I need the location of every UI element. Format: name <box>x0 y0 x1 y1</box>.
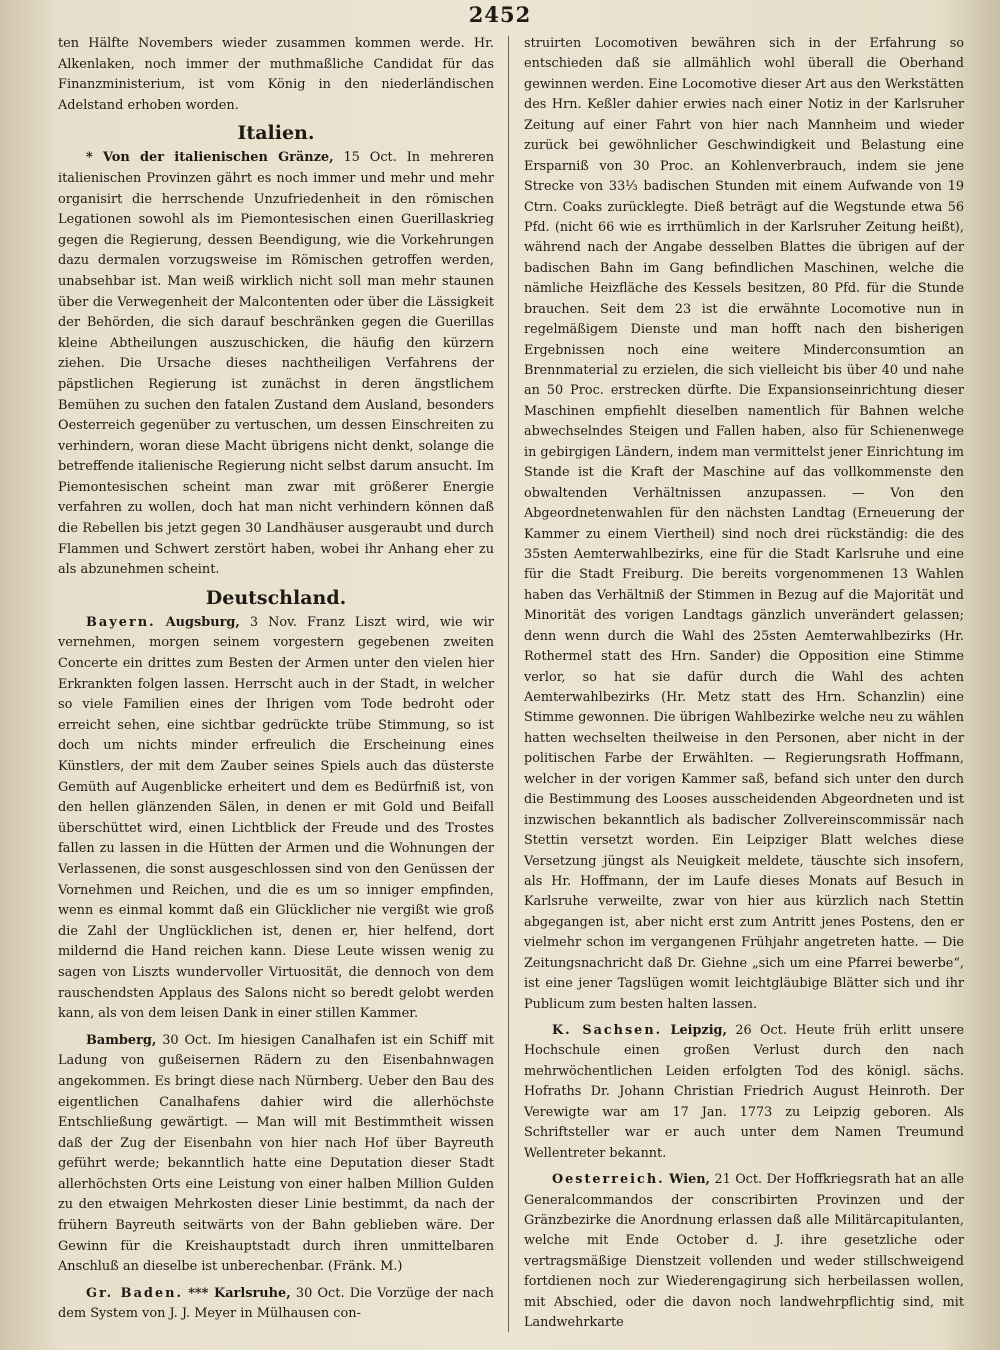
article-bamberg <box>58 1031 494 1278</box>
article-body: Im hiesigen Canalhafen ist ein Schiff mit Ladung von gußeisernen Rädern zu den Eisenbahnwagen angekommen. Es bringt diese nach Nürnberg. Ueber den Bau des eigentlichen Canalhafens dahier wird die allerhöchste Entschließung gewärtigt. — Man will mit Bestimmtheit wissen daß der Zug der Eisenbahn von hier nach Hof über Bayreuth geführt werde; bekanntlich hatte eine Deputation dieser Stadt allerhöchsten Orts eine Leistung von einer halben Million Gulden zu den etwaigen Mehrkosten dieser Linie bestimmt, da nach der frühern Bayreuth seitwärts von der Bahn geblieben wäre. Der Gewinn für die Kreishauptstadt durch ihren unmittelbaren Anschluß an dieselbe ist unberechenbar. (Fränk. M.) <box>58 1032 494 1275</box>
dateline-date: 30 Oct. <box>162 1032 212 1048</box>
article-continuation: ten Hälfte Novembers wieder zusammen kommen werde. Hr. Alkenlaken, noch immer der muthmaßliche Candidat für das Finanzministerium, ist vom König in den niederländischen Adelstand erhoben worden. <box>58 36 494 113</box>
article-italien <box>58 148 494 580</box>
article-karlsruhe-continuation: struirten Locomotiven bewähren sich in der Erfahrung so entschieden daß sie allmählich wohl überall die Oberhand gewinnen werden. Eine Locomotive dieser Art aus den Werkstätten des Hrn. Keßler dahier erwies nach einer Notiz in der Karlsruher Zeitung auf einer Fahrt von hier nach Mannheim und wieder zurück bei gewöhnlicher Geschwindigkeit und Belastung eine Ersparniß von 30 Proc. an Kohlenverbrauch, indem sie jene Strecke von 33⅓ badischen Stunden mit einem Aufwande von 19 Ctrn. Coaks zurücklegte. Dieß beträgt auf die Wegstunde etwa 56 Pfd. (nicht 66 wie es irrthümlich in der Karlsruher Zeitung heißt), während nach der Angabe desselben Blattes die übrigen auf der badischen Bahn im Gang befindlichen Maschinen, welche die nämliche Heizfläche des Kessels besitzen, 80 Pfd. für die Stunde brauchen. Seit dem 23 ist die erwähnte Locomotive nun in regelmäßigem Dienste und man hofft nach den bisherigen Ergebnissen noch eine weitere Minderconsumtion an Brennmaterial zu erzielen, die sich vielleicht bis über 40 und nahe an 50 Proc. erstrecken dürfte. Die Expansionseinrichtung dieser Maschinen empfiehlt dieselben namentlich für Bahnen welche abwechselndes Steigen und Fallen haben, also für Schienenwege in gebirgigen Ländern, indem man vermittelst jener Einrichtung im Stande ist die Kraft der Maschine auf das vollkommenste den obwaltenden Verhältnissen anzupassen. — Von den Abgeordnetenwahlen für den nächsten Landtag (Erneuerung der Kammer zu einem Viertheil) sind noch drei rückständig: die des 35sten Aemterwahlbezirks, eine für die Stadt Karlsruhe und eine für die Stadt Freiburg. Die bereits vorgenommenen 13 Wahlen haben das Verhältniß der Stimmen in Bezug auf die Majorität und Minorität des vorigen Landtags gänzlich unverändert gelassen; denn wenn durch die Wahl des 25sten Aemterwahlbezirks (Hr. Rothermel statt des Hrn. Sander) die Opposition eine Stimme verlor, so hat sie dafür durch die Wahl des achten Aemterwahlbezirks (Hr. Metz statt des Hrn. Schanzlin) eine Stimme gewonnen. Die übrigen Wahlbezirke welche neu zu wählen hatten wechselten theilweise in den Personen, aber nicht in der politischen Farbe der Erwählten. — Regierungsrath Hoffmann, welcher in der vorigen Kammer saß, befand sich unter den durch die Bestimmung des Looses ausscheidenden Abgeordneten und ist inzwischen bekanntlich als badischer Zollvereinscommissär nach Stettin versetzt worden. Ein Leipziger Blatt welches diese Versetzung jüngst als Neuigkeit meldete, täuschte sich insofern, als Hr. Hoffmann, der im Laufe dieses Monats auf Besuch in Karlsruhe verweilte, zwar von hier aus kürzlich nach Stettin abgegangen ist, aber nicht erst zum Antritt jenes Postens, den er vielmehr schon im vergangenen Frühjahr angetreten hatte. — Die Zeitungsnachricht daß Dr. Giehne „sich um eine Pfarrei bewerbe“, ist eine jener Tagslügen womit leichtgläubige Blätter sich und ihr Publicum zum besten halten lassen. <box>524 36 964 1012</box>
page-number: 2452 <box>468 2 532 27</box>
dateline-place: Wien, <box>669 1172 710 1188</box>
article-leipzig <box>524 1021 964 1164</box>
article-karlsruhe <box>58 1284 494 1325</box>
state-label: Bayern. <box>86 614 156 630</box>
dateline-date: 30 Oct. <box>295 1285 345 1301</box>
dateline-place: Augsburg, <box>165 614 240 630</box>
article-body: Der Hoffkriegsrath hat an alle Generalcommandos der conscribirten Provinzen und der Gränzbezirke die Anordnung erlassen daß alle Militärcapitulanten, welche mit Ende October d. J. ihre gesetzliche oder vertragsmäßige Dienstzeit vollenden und weder stillschweigend fortdienen noch zur Wiederengagirung sich herbeilassen wollen, mit Abschied, oder die davon noch landwehrpflichtig sind, mit Landwehrkarte <box>524 1172 964 1331</box>
dateline-place: *** Karlsruhe, <box>188 1285 291 1301</box>
section-heading-italien: Italien. <box>237 122 315 145</box>
state-label: Oesterreich. <box>552 1172 665 1188</box>
dateline-date: 26 Oct. <box>735 1023 787 1038</box>
article-body: Franz Liszt wird, wie wir vernehmen, morgen seinem vorgestern gegebenen zweiten Concerte ein drittes zum Besten der Armen unter den vielen hier Erkrankten folgen lassen. Herrscht auch in der Stadt, in welcher so viele Familien eines der Ihrigen vom Tode bedroht oder erreicht sehen, eine sichtbar gedrückte trübe Stimmung, so ist doch um nichts minder erfreulich die Erscheinung eines Künstlers, der mit dem Zauber seines Spiels auch das düsterste Gemüth auf Augenblicke erheitert und dem es Bedürfniß ist, von den hellen glänzenden Sälen, in denen er mit Gold und Beifall überschüttet wird, einen Lichtblick der Freude und des Trostes fallen zu lassen in die Hütten der Armen und die Wohnungen der Verlassenen, die sonst ausgeschlossen sind von den Genüssen der Vornehmen und Reichen, und die es um so inniger empfinden, wenn es einmal kommt daß ein Glücklicher nie vergißt wie groß die Zahl der Unglücklichen ist, denen er, hier helfend, dort mildernd die Hand reichen kann. Diese Leute wissen wenig zu sagen von Liszts wundervoller Virtuosität, die dennoch von dem rauschendsten Applaus des Salons nicht so beredt gelobt werden kann, als von dem leisen Dank in einer stillen Kammer. <box>58 614 494 1022</box>
article-body: Heute früh erlitt unsere Hochschule einen großen Verlust durch den nach mehrwöchentlichen Leiden erfolgten Tod des königl. sächs. Hofraths Dr. Johann Christian Friedrich August Heinroth. Der Verewigte war am 17 Jan. 1773 zu Leipzig geboren. Als Schriftsteller war er auch unter dem Namen Treumund Wellentreter bekannt. <box>524 1023 964 1161</box>
dateline-place: Bamberg, <box>86 1032 157 1048</box>
article-body: In mehreren italienischen Provinzen gährt es noch immer und mehr und mehr organisirt die herrschende Unzufriedenheit in den römischen Legationen sowohl als im Piemontesischen einen Guerillaskrieg gegen die Regierung, dessen Beendigung, wie die Vorkehrungen dazu dermalen vorzugsweise im Römischen getroffen werden, unabsehbar ist. Man weiß wirklich nicht soll man mehr staunen über die Verwegenheit der Malcontenten oder über die Lässigkeit der Behörden, die sich darauf beschränken gegen die Guerillas kleine Abtheilungen auszuschicken, die häufig den kürzern ziehen. Die Ursache dieses nachtheiligen Verfahrens der päpstlichen Regierung ist zunächst in deren ängstlichem Bemühen zu suchen den fatalen Zustand dem Ausland, besonders Oesterreich gegenüber zu vertuschen, um dessen Einschreiten zu verhindern, woran diese Macht übrigens nicht denkt, solange die betreffende italienische Regierung nicht selbst darum ansucht. Im Piemontesischen scheint man zwar mit größerer Energie verfahren zu wollen, doch hat man nicht verhindern können daß die Rebellen bis jetzt gegen 30 Landhäuser ausgeraubt und durch Flammen und Schwert zerstört haben, wobei ihr Anhang eher zu als abzunehmen scheint. <box>58 150 494 578</box>
dateline-date: 15 Oct. <box>343 150 397 166</box>
article-body: Die Vorzüge der nach dem System von J. J. Meyer in Mülhausen con- <box>58 1285 494 1322</box>
left-column <box>58 34 494 1336</box>
section-heading-deutschland: Deutschland. <box>205 586 347 609</box>
article-augsburg <box>58 613 494 1025</box>
dateline-place: Leipzig, <box>670 1023 727 1038</box>
column-divider <box>508 36 509 1332</box>
state-label: Gr. Baden. <box>86 1285 183 1301</box>
dateline-date: 3 Nov. <box>249 614 298 630</box>
article-wien <box>524 1170 964 1334</box>
state-label: K. Sachsen. <box>552 1023 663 1038</box>
right-column <box>524 34 964 1336</box>
dateline-date: 21 Oct. <box>714 1172 763 1188</box>
dateline-place: * Von der italienischen Gränze, <box>86 150 334 166</box>
